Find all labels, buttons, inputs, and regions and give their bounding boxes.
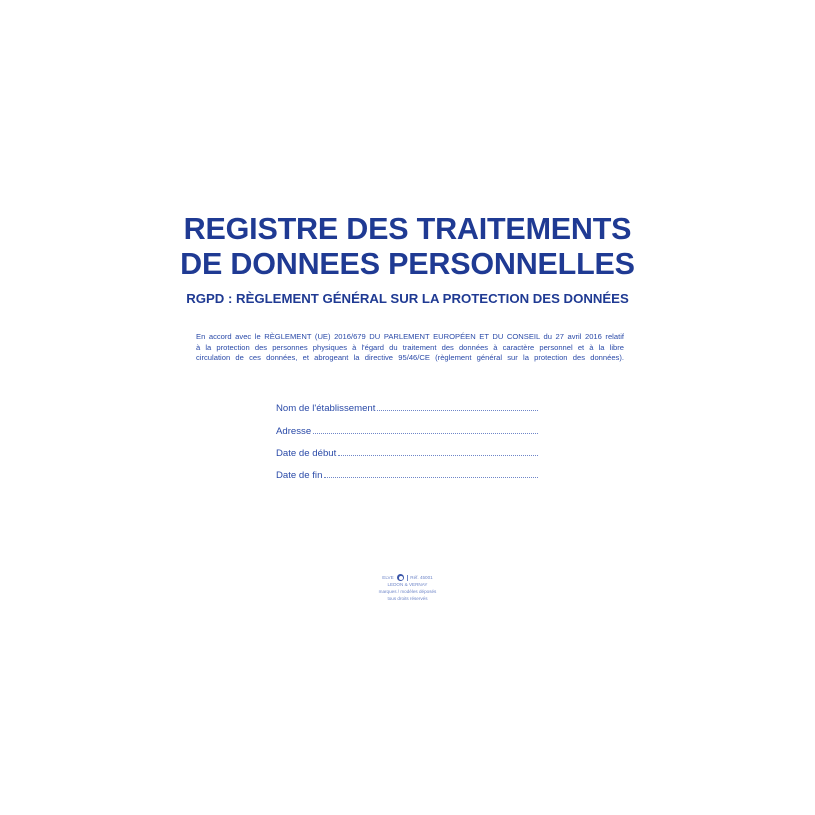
company-name: LEDON & VERNAY: [387, 582, 428, 587]
field-establishment-name[interactable]: [276, 402, 538, 415]
fill-line[interactable]: [338, 455, 538, 456]
brand-name: ELVE: [382, 575, 394, 580]
intro-line: circulation de ces données, et abrogeant la directive 95/46/CE (règlement général sur la protection des données).: [196, 353, 624, 363]
divider: [407, 575, 408, 581]
field-start-date[interactable]: [276, 447, 538, 460]
title-line-1: REGISTRE DES TRAITEMENTS: [183, 212, 632, 246]
reference-number: Réf. 45001: [410, 575, 433, 580]
intro-line: En accord avec le RÈGLEMENT (UE) 2016/679 DU PARLEMENT EUROPÉEN ET DU CONSEIL du 27 avril 2016 relatif: [196, 332, 624, 341]
field-label: Date de début: [276, 448, 337, 459]
trademark-notice: marques / modèles déposés: [378, 589, 437, 594]
intro-paragraph: [196, 332, 624, 364]
field-label: Nom de l'établissement: [276, 403, 376, 414]
field-label: Date de fin: [276, 470, 323, 481]
elve-logo-icon: [397, 574, 404, 581]
field-label: Adresse: [276, 426, 312, 437]
field-end-date[interactable]: [276, 469, 538, 482]
fill-line[interactable]: [313, 433, 538, 434]
publisher-footer: [360, 574, 455, 602]
field-address[interactable]: [276, 425, 538, 438]
subtitle: RGPD : RÈGLEMENT GÉNÉRAL SUR LA PROTECTION DES DONNÉES: [186, 291, 629, 306]
rights-notice: tous droits réservés: [387, 596, 428, 601]
intro-line: à la protection des personnes physiques à l'égard du traitement des données à caractère personnel et à la libre: [196, 342, 624, 352]
fill-line[interactable]: [324, 477, 538, 478]
fill-line[interactable]: [377, 410, 538, 411]
title-line-2: DE DONNEES PERSONNELLES: [180, 247, 635, 281]
